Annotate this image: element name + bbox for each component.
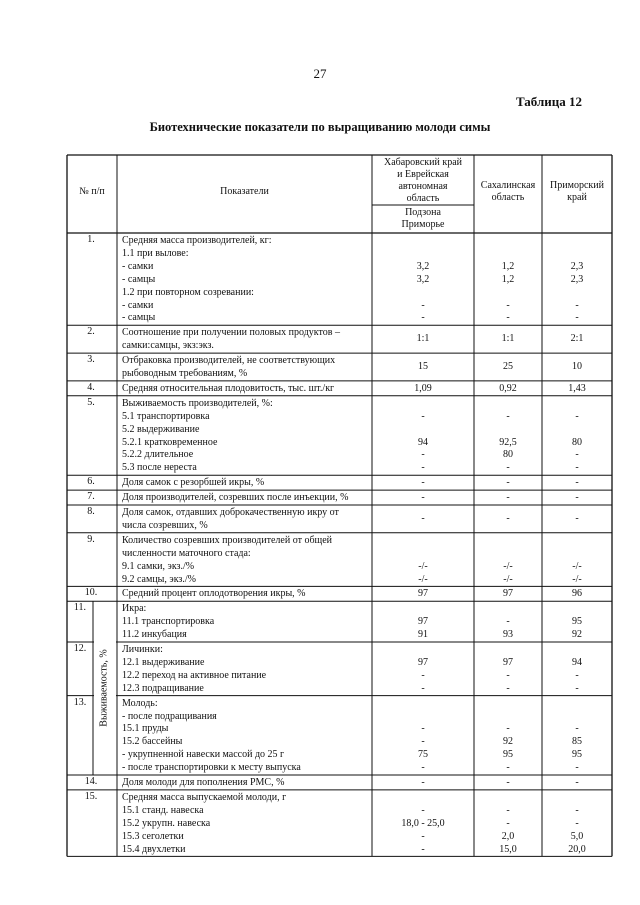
value-cell: - — [506, 762, 510, 774]
value-cell: - — [506, 804, 510, 816]
value-cell: - — [506, 682, 510, 694]
row-number: 5. — [87, 396, 95, 408]
value-cell: 25 — [503, 361, 513, 373]
value-cell: - — [575, 777, 579, 788]
value-cell: 97 — [418, 588, 428, 600]
value-cell: - — [506, 723, 510, 735]
indicator-text: 12.1 выдерживание — [122, 656, 205, 668]
value-cell: 96 — [572, 588, 582, 600]
header-col1-sub: Подзона — [405, 207, 441, 218]
row-number: 15. — [84, 790, 98, 802]
indicator-text: Доля молоди для пополнения РМС, % — [122, 777, 285, 788]
indicator-text: 12.3 подращивание — [122, 682, 204, 694]
row-number: 10. — [84, 587, 98, 599]
value-cell: 10 — [572, 361, 582, 373]
indicator-text: 11.2 инкубация — [122, 629, 187, 641]
indicator-text: 15.1 станд. навеска — [122, 804, 204, 816]
row-number: 6. — [87, 476, 95, 488]
value-cell: -/- — [503, 560, 513, 572]
header-col2-line: Сахалинская — [480, 180, 536, 191]
vertical-survival-label — [97, 609, 111, 767]
value-cell: -/- — [572, 560, 582, 572]
row-number: 13. — [73, 696, 87, 708]
indicator-text: Средняя масса производителей, кг: — [122, 235, 272, 246]
value-cell: 1,2 — [501, 260, 515, 272]
value-cell: 2:1 — [570, 333, 584, 345]
indicator-text: - самки — [122, 260, 154, 272]
value-cell: 93 — [503, 629, 513, 641]
value-cell: - — [575, 682, 579, 694]
header-col1-line: область — [406, 193, 440, 204]
value-cell: - — [421, 462, 425, 474]
value-cell: 94 — [418, 436, 428, 448]
indicator-text: - укрупненной навески массой до 25 г — [122, 749, 285, 761]
value-cell: - — [575, 312, 579, 324]
value-cell: 95 — [503, 749, 513, 761]
value-cell: - — [421, 804, 425, 816]
header-col1-sub: Приморье — [401, 219, 445, 230]
header-col1-line: автономная — [398, 181, 448, 192]
row-number: 2. — [87, 326, 95, 338]
value-cell: 5,0 — [570, 830, 584, 842]
value-cell: 92 — [572, 629, 582, 641]
value-cell: - — [421, 830, 425, 842]
value-cell: 95 — [572, 616, 582, 628]
value-cell: - — [421, 762, 425, 774]
indicator-text: - после транспортировки к месту выпуска — [122, 762, 301, 774]
indicator-text: 1.2 при повторном созревании: — [122, 286, 254, 298]
value-cell: - — [421, 492, 425, 504]
value-cell: - — [421, 777, 425, 788]
row-number: 3. — [87, 354, 95, 366]
value-cell: -/- — [418, 560, 428, 572]
value-cell: -/- — [418, 573, 428, 585]
value-cell: - — [421, 723, 425, 735]
value-cell: 2,3 — [570, 273, 584, 285]
indicator-text: Выживаемость производителей, %: — [122, 397, 273, 409]
header-col2-line: область — [491, 192, 525, 203]
indicator-text: 5.1 транспортировка — [122, 410, 210, 422]
indicator-text: Молодь: — [122, 697, 158, 709]
value-cell: - — [506, 492, 510, 504]
row-number: 9. — [87, 533, 95, 545]
value-cell: 15 — [418, 361, 428, 373]
value-cell: - — [421, 843, 425, 855]
value-cell: 75 — [418, 749, 428, 761]
value-cell: - — [506, 669, 510, 681]
indicator-text: - самки — [122, 299, 154, 311]
indicator-text: 9.1 самки, экз./% — [122, 560, 195, 572]
indicator-text: числа созревших, % — [122, 519, 208, 531]
value-cell: 95 — [572, 749, 582, 761]
value-cell: - — [506, 477, 510, 489]
row-number: 1. — [87, 234, 95, 245]
value-cell: 3,2 — [416, 273, 430, 285]
value-cell: - — [506, 817, 510, 829]
value-cell: - — [575, 762, 579, 774]
value-cell: - — [575, 492, 579, 504]
indicator-text: - после подращивания — [122, 710, 217, 722]
value-cell: 97 — [418, 656, 428, 668]
indicator-text: 9.2 самцы, экз./% — [122, 573, 196, 585]
value-cell: - — [506, 462, 510, 474]
value-cell: - — [421, 312, 425, 324]
value-cell: - — [421, 299, 425, 311]
row-number: 7. — [87, 491, 95, 503]
indicator-text: Личинки: — [122, 644, 163, 655]
value-cell: - — [506, 777, 510, 788]
indicator-text: самки:самцы, экз:экз. — [122, 340, 214, 352]
value-cell: 97 — [503, 588, 513, 600]
header-indicators: Показатели — [220, 186, 269, 197]
value-cell: 85 — [572, 736, 582, 748]
value-cell: - — [575, 513, 579, 524]
value-cell: - — [575, 477, 579, 489]
value-cell: - — [421, 477, 425, 489]
value-cell: 94 — [572, 656, 582, 668]
indicator-text: Доля самок с резорбшей икры, % — [122, 477, 265, 489]
indicator-text: Средняя масса выпускаемой молоди, г — [122, 791, 287, 803]
indicator-text: Доля производителей, созревших после инъекции, % — [122, 492, 349, 504]
indicator-text: 15.1 пруды — [122, 723, 169, 735]
value-cell: 80 — [503, 449, 513, 461]
value-cell: - — [575, 723, 579, 735]
value-cell: 2,0 — [501, 830, 515, 842]
indicator-text: 12.2 переход на активное питание — [122, 669, 267, 681]
indicator-text: численности маточного стада: — [122, 547, 251, 559]
value-cell: - — [421, 669, 425, 681]
value-cell: 20,0 — [568, 843, 586, 855]
indicator-text: 15.2 бассейны — [122, 736, 183, 748]
value-cell: 3,2 — [416, 260, 430, 272]
value-cell: 0,92 — [499, 382, 517, 394]
indicator-text: - самцы — [122, 273, 156, 285]
value-cell: - — [421, 410, 425, 422]
header-col3-line: край — [567, 192, 587, 203]
row-number: 8. — [87, 506, 95, 517]
indicator-text: 11.1 транспортировка — [122, 616, 215, 628]
value-cell: - — [506, 616, 510, 628]
value-cell: - — [506, 312, 510, 324]
value-cell: 1:1 — [501, 333, 515, 345]
indicator-text: 15.3 сеголетки — [122, 830, 184, 842]
value-cell: - — [421, 513, 425, 524]
indicator-text: 15.4 двухлетки — [122, 843, 186, 855]
value-cell: - — [575, 804, 579, 816]
value-cell: 92 — [503, 736, 513, 748]
table-label: Таблица 12 — [515, 94, 582, 109]
value-cell: 1,09 — [414, 382, 432, 394]
value-cell: - — [575, 462, 579, 474]
value-cell: 2,3 — [570, 260, 584, 272]
indicator-text: 5.2.1 кратковременное — [122, 436, 218, 448]
value-cell: 1,43 — [568, 382, 586, 394]
value-cell: - — [506, 299, 510, 311]
indicator-text: Отбраковка производителей, не соответствующих — [122, 355, 336, 367]
indicator-text: - самцы — [122, 312, 156, 324]
value-cell: - — [506, 410, 510, 422]
vertical-survival-text: Выживаемость, % — [98, 649, 110, 727]
value-cell: 97 — [503, 656, 513, 668]
value-cell: 97 — [418, 616, 428, 628]
indicator-text: 15.2 укрупн. навеска — [122, 817, 211, 829]
header-col1-line: и Еврейская — [397, 169, 449, 180]
indicator-text: 5.2.2 длительное — [122, 449, 194, 461]
indicator-text: 5.3 после нереста — [122, 462, 197, 474]
indicator-text: Доля самок, отдавших доброкачественную икру от — [122, 507, 339, 518]
value-cell: -/- — [503, 573, 513, 585]
value-cell: - — [421, 736, 425, 748]
indicator-text: рыбоводным требованиям, % — [122, 368, 248, 379]
page-number: 27 — [313, 66, 327, 81]
value-cell: - — [421, 682, 425, 694]
value-cell: 1:1 — [416, 333, 430, 345]
indicator-text: Количество созревших производителей от общей — [122, 534, 333, 546]
indicator-text: 1.1 при вылове: — [122, 247, 189, 259]
row-number: 14. — [84, 776, 98, 787]
value-cell: - — [575, 817, 579, 829]
value-cell: - — [575, 299, 579, 311]
value-cell: 92,5 — [499, 436, 517, 448]
value-cell: 91 — [418, 629, 428, 641]
row-number: 12. — [73, 643, 87, 654]
value-cell: - — [575, 410, 579, 422]
value-cell: 15,0 — [499, 843, 517, 855]
value-cell: 80 — [572, 436, 582, 448]
header-num: № п/п — [79, 186, 105, 197]
header-col3-line: Приморский — [550, 180, 604, 191]
row-number: 4. — [87, 381, 95, 393]
value-cell: - — [575, 669, 579, 681]
header-col1-line: Хабаровский край — [384, 157, 462, 168]
value-cell: 1,2 — [501, 273, 515, 285]
value-cell: -/- — [572, 573, 582, 585]
indicator-text: Средняя относительная плодовитость, тыс. шт./кг — [122, 382, 335, 394]
indicator-text: 5.2 выдерживание — [122, 423, 200, 435]
table-title: Биотехнические показатели по выращиванию молоди симы — [149, 120, 491, 134]
row-number: 11. — [73, 602, 87, 614]
indicator-text: Средний процент оплодотворения икры, % — [122, 588, 306, 600]
indicator-text: Соотношение при получении половых продуктов – — [122, 327, 340, 339]
value-cell: - — [506, 513, 510, 524]
value-cell: - — [575, 449, 579, 461]
value-cell: 18,0 - 25,0 — [401, 817, 445, 829]
indicator-text: Икра: — [122, 603, 147, 615]
value-cell: - — [421, 449, 425, 461]
